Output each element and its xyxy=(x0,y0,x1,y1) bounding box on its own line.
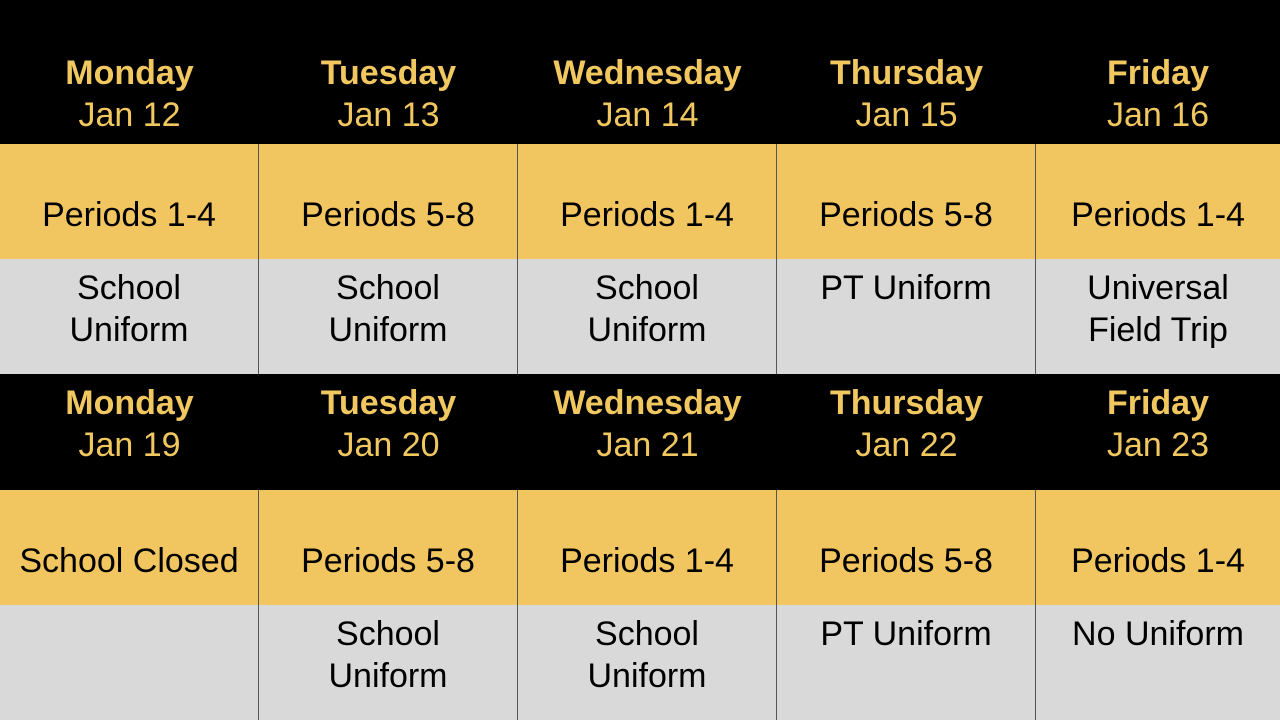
periods-text: Periods 1-4 xyxy=(560,541,734,580)
day-date: Jan 19 xyxy=(78,426,181,464)
day-date: Jan 16 xyxy=(1106,96,1210,134)
uniform-text: School xyxy=(595,269,699,307)
uniform-text: Uniform xyxy=(328,311,448,349)
periods-text: Periods 1-4 xyxy=(560,195,734,234)
day-name: Tuesday xyxy=(320,54,457,92)
uniform-cell xyxy=(777,605,1036,720)
day-date: Jan 12 xyxy=(78,96,181,134)
uniform-text: No Uniform xyxy=(1072,615,1244,653)
day-date: Jan 15 xyxy=(855,96,958,134)
day-name: Monday xyxy=(65,54,194,92)
day-header xyxy=(777,374,1036,490)
uniform-text: School xyxy=(77,269,181,307)
periods-text: Periods 1-4 xyxy=(1071,195,1245,234)
periods-text: Periods 5-8 xyxy=(301,195,475,234)
periods-cell xyxy=(259,490,518,605)
uniform-cell xyxy=(518,605,777,720)
uniform-text: Field Trip xyxy=(1088,311,1228,349)
day-header xyxy=(259,374,518,490)
uniform-text: Universal xyxy=(1087,269,1229,307)
day-header xyxy=(518,0,777,144)
periods-cell xyxy=(259,144,518,259)
periods-cell xyxy=(1036,490,1280,605)
uniform-cell xyxy=(259,259,518,374)
day-name: Thursday xyxy=(829,54,984,92)
day-name: Wednesday xyxy=(553,54,742,92)
uniform-cell xyxy=(1036,605,1280,720)
periods-cell xyxy=(777,490,1036,605)
periods-cell xyxy=(1036,144,1280,259)
uniform-cell xyxy=(259,605,518,720)
uniform-text: Uniform xyxy=(328,657,448,695)
periods-text: Periods 5-8 xyxy=(819,541,993,580)
uniform-text: School xyxy=(336,269,440,307)
uniform-cell xyxy=(518,259,777,374)
uniform-text: School xyxy=(336,615,440,653)
day-header xyxy=(1036,0,1280,144)
uniform-cell xyxy=(777,259,1036,374)
day-name: Monday xyxy=(65,384,194,422)
day-date: Jan 14 xyxy=(596,96,699,134)
day-name: Friday xyxy=(1106,54,1210,92)
day-name: Thursday xyxy=(829,384,984,422)
day-header xyxy=(777,0,1036,144)
day-header xyxy=(259,0,518,144)
day-date: Jan 23 xyxy=(1106,426,1210,464)
uniform-text: PT Uniform xyxy=(820,615,992,653)
day-header xyxy=(1036,374,1280,490)
day-date: Jan 13 xyxy=(337,96,440,134)
uniform-cell xyxy=(0,259,259,374)
day-name: Wednesday xyxy=(553,384,742,422)
uniform-text: Uniform xyxy=(69,311,189,349)
day-date: Jan 21 xyxy=(596,426,699,464)
periods-text: Periods 5-8 xyxy=(301,541,475,580)
day-header xyxy=(0,374,259,490)
day-name: Tuesday xyxy=(320,384,457,422)
uniform-cell xyxy=(0,605,259,720)
day-header xyxy=(0,0,259,144)
day-date: Jan 22 xyxy=(855,426,958,464)
periods-text: Periods 1-4 xyxy=(1071,541,1245,580)
periods-cell xyxy=(0,490,259,605)
day-date: Jan 20 xyxy=(337,426,440,464)
day-name: Friday xyxy=(1106,384,1210,422)
uniform-cell xyxy=(1036,259,1280,374)
day-header xyxy=(518,374,777,490)
periods-cell xyxy=(518,144,777,259)
periods-text: Periods 1-4 xyxy=(42,195,216,234)
periods-cell xyxy=(0,144,259,259)
periods-cell xyxy=(777,144,1036,259)
uniform-text: Uniform xyxy=(587,311,707,349)
uniform-text: Uniform xyxy=(587,657,707,695)
periods-text: School Closed xyxy=(19,541,239,580)
periods-cell xyxy=(518,490,777,605)
periods-text: Periods 5-8 xyxy=(819,195,993,234)
uniform-text: School xyxy=(595,615,699,653)
uniform-text: PT Uniform xyxy=(820,269,992,307)
